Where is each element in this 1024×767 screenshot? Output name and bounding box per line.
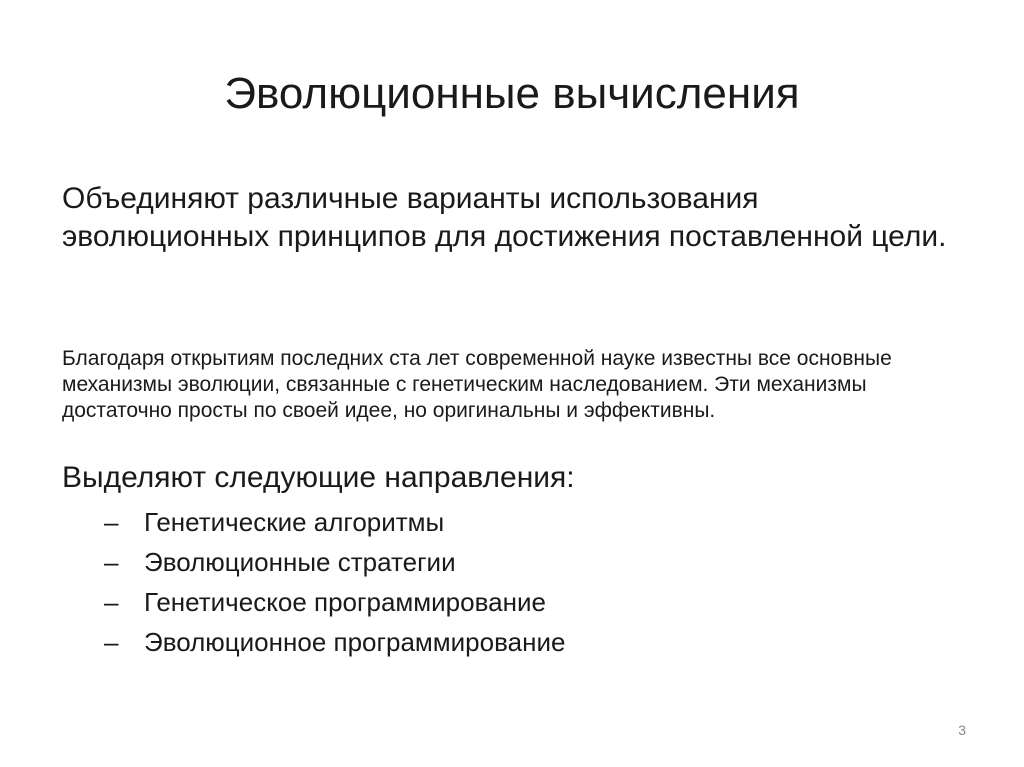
note-paragraph: Благодаря открытиям последних ста лет современной науке известны все основные механизмы эволюции, связанные с генетическим наследованием. Эти механизмы достаточно просты по своей идее, но оригинальны и эффективны.: [62, 347, 892, 422]
direction-item: [62, 582, 962, 622]
direction-label: Эволюционное программирование: [144, 627, 566, 657]
page-number: 3: [958, 722, 966, 738]
direction-label: Генетические алгоритмы: [144, 507, 445, 537]
direction-label: Эволюционные стратегии: [144, 547, 456, 577]
direction-item: [62, 542, 962, 582]
direction-label: Генетическое программирование: [144, 587, 546, 617]
intro-block: [62, 180, 962, 256]
intro-paragraph: Объединяют различные варианты использования эволюционных принципов для достижения поставленной цели.: [62, 182, 947, 253]
dash-bullet-icon: –: [104, 547, 119, 577]
directions-list: [62, 502, 962, 662]
direction-item: [62, 502, 962, 542]
directions-heading: Выделяют следующие направления:: [62, 461, 575, 494]
dash-bullet-icon: –: [104, 587, 119, 617]
slide-title: Эволюционные вычисления: [224, 69, 800, 118]
directions-block: [62, 458, 962, 662]
dash-bullet-icon: –: [104, 627, 119, 657]
dash-bullet-icon: –: [104, 507, 119, 537]
direction-item: [62, 622, 962, 662]
